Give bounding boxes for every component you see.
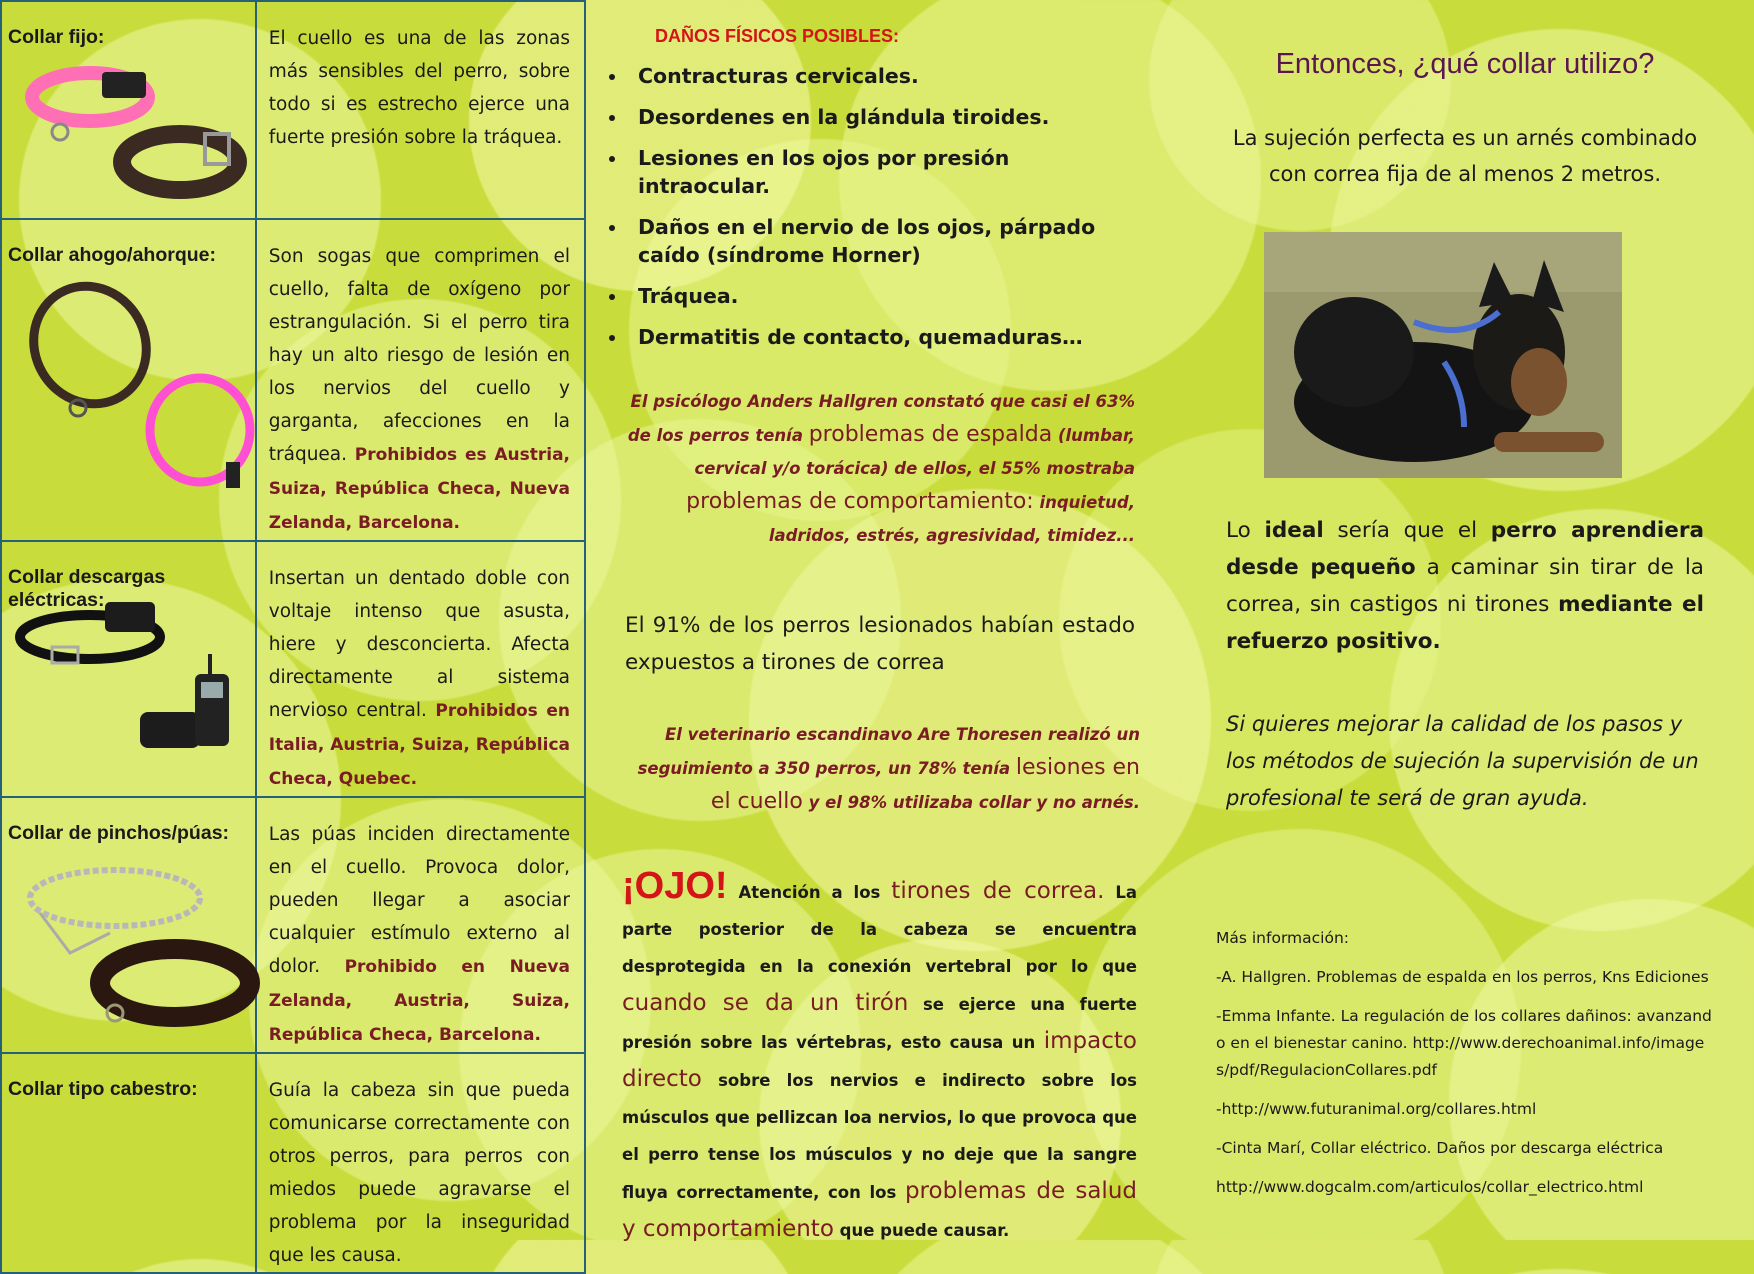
injury-statistic: El 91% de los perros lesionados habían estado expuestos a tirones de correa bbox=[625, 613, 1135, 675]
recommendation-text: La sujeción perfecta es un arnés combinado con correa fija de al menos 2 metros. bbox=[1232, 126, 1698, 186]
quote-text: y el 98% utilizaba collar y no arnés. bbox=[808, 793, 1140, 812]
collar-name: Collar tipo cabestro: bbox=[8, 1078, 198, 1100]
warning-text: Atención a los bbox=[738, 883, 881, 902]
warning-text: La parte posterior de la cabeza se encuentra desprotegida en la conexión vertebral por lo que bbox=[622, 883, 1137, 976]
reference-item: -Emma Infante. La regulación de los collares dañinos: avanzando en el bienestar canino. http://www.derechoanimal.info/images/pdf/RegulacionCollares.pdf bbox=[1216, 1007, 1712, 1079]
ideal-emphasis: ideal bbox=[1264, 518, 1324, 543]
collar-name: Collar de pinchos/púas: bbox=[8, 822, 230, 844]
collar-cell bbox=[1, 219, 256, 541]
collar-cell bbox=[1, 541, 256, 797]
warning-text: que puede causar. bbox=[839, 1221, 1010, 1240]
collar-description bbox=[256, 1, 585, 219]
warning-heading: ¡OJO! bbox=[622, 865, 728, 907]
collar-table-column bbox=[0, 0, 586, 1266]
ban-text: Prohibidos es Austria, Suiza, República Checa, Nueva Zelanda, Barcelona. bbox=[268, 445, 570, 533]
advice-paragraph: Si quieres mejorar la calidad de los pasos y los métodos de sujeción la supervisión de un profesional te será de gran ayuda. bbox=[1226, 712, 1699, 810]
quote-text: (lumbar, cervical y/o torácica) de ellos, el 55% mostraba bbox=[694, 426, 1135, 478]
table-row bbox=[1, 541, 585, 797]
dog-harness-photo bbox=[1264, 232, 1622, 478]
electric-collar-image bbox=[10, 592, 270, 792]
ideal-emphasis: mediante el refuerzo positivo. bbox=[1226, 592, 1704, 654]
collar-name: Collar fijo: bbox=[8, 26, 105, 48]
collar-cell bbox=[1, 797, 256, 1053]
damages-title: DAÑOS FÍSICOS POSIBLES: bbox=[655, 26, 900, 46]
dog-photo-drawing bbox=[1264, 232, 1622, 478]
damages-list bbox=[600, 62, 1148, 364]
quote-text: inquietud, ladridos, estrés, agresividad, timidez... bbox=[768, 493, 1135, 545]
table-row bbox=[1, 1, 585, 219]
desc-text: El cuello es una de las zonas más sensibles del perro, sobre todo si es estrecho ejerce una fuerte presión sobre la tráquea. bbox=[268, 28, 570, 148]
desc-text: Insertan un dentado doble con voltaje intenso que asusta, hiere y desconcierta. Afecta directamente al sistema nervioso central. bbox=[268, 568, 570, 721]
list-item: • Lesiones en los ojos por presión intraocular. bbox=[628, 144, 1148, 200]
warning-highlight: tirones de correa. bbox=[891, 878, 1105, 904]
prong-collar-image bbox=[10, 843, 270, 1043]
list-item: • Tráquea. bbox=[628, 282, 1148, 310]
collar-cell bbox=[1, 1053, 256, 1273]
quote-highlight: lesiones en el cuello bbox=[710, 755, 1140, 814]
quote-text: El veterinario escandinavo Are Thoresen realizó un seguimiento a 350 perros, un 78% tenía bbox=[637, 725, 1140, 778]
collar-name: Collar ahogo/ahorque: bbox=[8, 244, 217, 266]
quote-text: El psicólogo Anders Hallgren constató que casi el 63% de los perros tenía bbox=[627, 392, 1135, 445]
ideal-text: Lo bbox=[1226, 518, 1251, 543]
page-title: Entonces, ¿qué collar utilizo? bbox=[1275, 48, 1655, 80]
reference-item: -Cinta Marí, Collar eléctrico. Daños por descarga eléctrica bbox=[1216, 1139, 1664, 1157]
table-row bbox=[1, 219, 585, 541]
middle-column bbox=[600, 0, 1160, 1240]
desc-text: Son sogas que comprimen el cuello, falta de oxígeno por estrangulación. Si el perro tira hay un alto riesgo de lesión en los nervios del cuello y garganta, afecciones en la tráquea. bbox=[268, 246, 570, 465]
reference-item: -A. Hallgren. Problemas de espalda en los perros, Kns Ediciones bbox=[1216, 968, 1709, 986]
reference-item: -http://www.futuranimal.org/collares.html bbox=[1216, 1100, 1537, 1118]
warning-highlight: impacto directo bbox=[622, 1028, 1137, 1092]
list-item: • Desordenes en la glándula tiroides. bbox=[628, 103, 1148, 131]
more-info-section bbox=[1216, 925, 1716, 1213]
collar-description bbox=[256, 1053, 585, 1273]
thoresen-quote bbox=[620, 718, 1140, 819]
ideal-emphasis: perro aprendiera desde pequeño bbox=[1226, 518, 1704, 580]
fixed-collar-image bbox=[10, 42, 270, 222]
warning-text: se ejerce una fuerte presión sobre las vértebras, esto causa un bbox=[622, 995, 1137, 1052]
ban-text: Prohibido en Nueva Zelanda, Austria, Suiza, República Checa, Barcelona. bbox=[268, 957, 570, 1045]
ban-text: Prohibidos en Italia, Austria, Suiza, República Checa, Quebec. bbox=[268, 701, 570, 789]
table-row bbox=[1, 797, 585, 1053]
warning-block bbox=[622, 865, 1138, 1249]
desc-text: Guía la cabeza sin que pueda comunicarse correctamente con otros perros, para perros con miedos puede agravarse el problema por la inseguridad que les causa. bbox=[268, 1080, 570, 1266]
hallgren-quote bbox=[620, 385, 1135, 552]
right-column bbox=[1200, 0, 1754, 1240]
table-row bbox=[1, 1053, 585, 1273]
collar-name: Collar descargas eléctricas: bbox=[8, 566, 166, 611]
collar-cell bbox=[1, 1, 256, 219]
choke-collar-image bbox=[10, 270, 270, 530]
reference-item: http://www.dogcalm.com/articulos/collar_electrico.html bbox=[1216, 1178, 1644, 1196]
quote-highlight: problemas de comportamiento: bbox=[686, 489, 1034, 514]
collar-description bbox=[256, 219, 585, 541]
more-info-title: Más información: bbox=[1216, 929, 1349, 947]
collar-table bbox=[0, 0, 586, 1274]
desc-text: Las púas inciden directamente en el cuello. Provoca dolor, pueden llegar a asociar cualquier estímulo externo al dolor. bbox=[268, 824, 570, 977]
list-item: • Daños en el nervio de los ojos, párpado caído (síndrome Horner) bbox=[628, 213, 1148, 269]
warning-highlight: problemas de salud y comportamiento bbox=[622, 1178, 1137, 1242]
warning-text: sobre los nervios e indirecto sobre los músculos que pellizcan loa nervios, lo que provoca que el perro tense los músculos y no deje que la sangre fluya correctamente, con los bbox=[622, 1071, 1138, 1202]
quote-highlight: problemas de espalda bbox=[808, 422, 1053, 447]
warning-highlight: cuando se da un tirón bbox=[622, 990, 909, 1016]
list-item: • Contracturas cervicales. bbox=[628, 62, 1148, 90]
collar-description bbox=[256, 797, 585, 1053]
list-item: • Dermatitis de contacto, quemaduras… bbox=[628, 323, 1148, 351]
ideal-text: a caminar sin tirar de la correa, sin castigos ni tirones bbox=[1226, 555, 1704, 617]
ideal-paragraph bbox=[1226, 512, 1704, 660]
ideal-text: sería que el bbox=[1337, 518, 1478, 543]
collar-description bbox=[256, 541, 585, 797]
